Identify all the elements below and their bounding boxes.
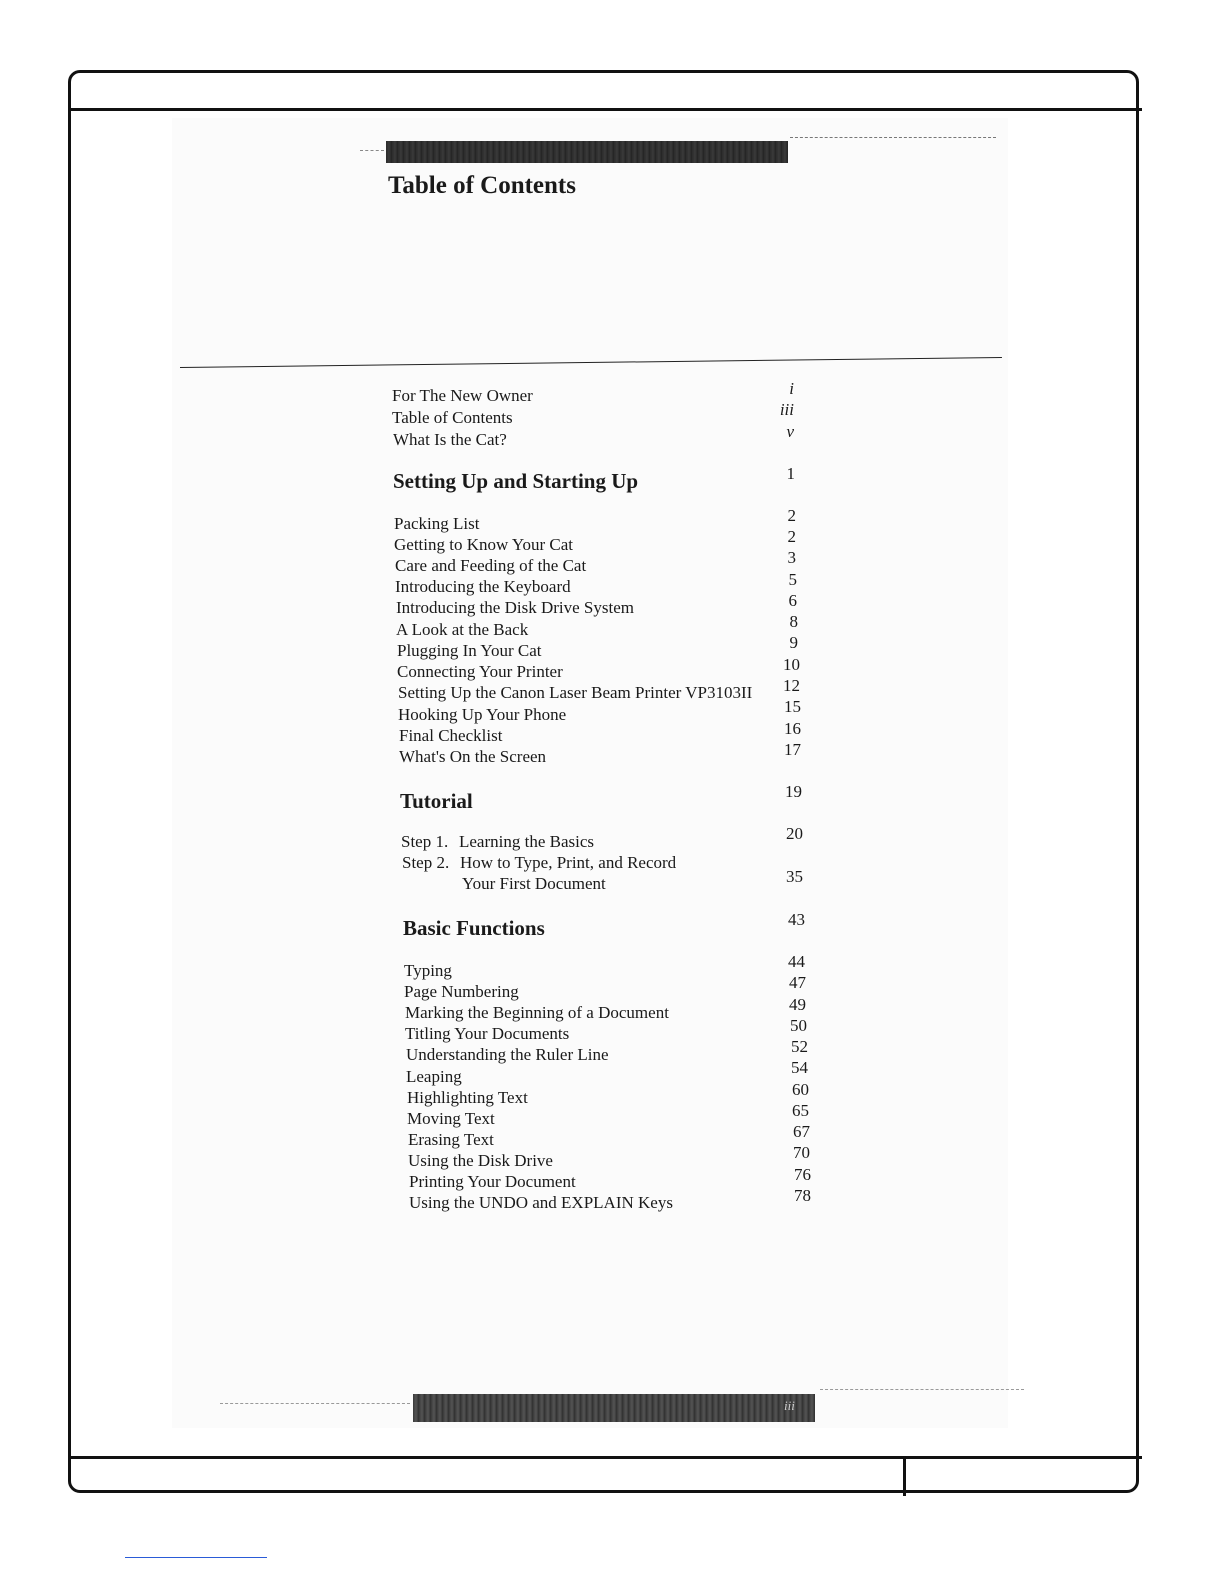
toc-entry: Setting Up the Canon Laser Beam Printer VP3103II [398,683,753,702]
toc-entry: Erasing Text [408,1130,494,1149]
toc-entry: Titling Your Documents [405,1024,570,1043]
toc-entry: Plugging In Your Cat [397,641,542,660]
toc-page-number: 19 [785,782,802,801]
toc-entry: Using the UNDO and EXPLAIN Keys [409,1193,673,1212]
toc-entry: Table of Contents [392,408,513,427]
footer-page-number: iii [784,1398,795,1413]
footer-dash-right [820,1389,1024,1390]
toc-page-number: 8 [789,612,798,631]
toc-page-number: i [789,379,794,398]
toc-entry: Highlighting Text [407,1088,528,1107]
toc-page-number: 1 [786,464,795,483]
toc-entry: Understanding the Ruler Line [406,1045,609,1064]
toc-entry: A Look at the Back [396,620,529,639]
step-label: Step 2. [402,853,450,872]
section-heading: Tutorial [400,789,473,813]
toc-page-number: 10 [783,655,800,674]
toc-entry: Care and Feeding of the Cat [395,556,587,575]
toc-entry: Final Checklist [399,726,503,745]
page-title: Table of Contents [388,172,576,199]
toc-page-number: 44 [788,952,805,971]
toc-page-number: 43 [788,910,805,929]
step-title: Learning the Basics [459,832,595,851]
toc-page-number: 5 [788,570,797,589]
toc-page-number: 54 [791,1058,808,1077]
toc-page-number: 65 [792,1101,809,1120]
section-heading: Basic Functions [403,916,545,940]
toc-page-number: 2 [787,506,796,525]
toc-entry: Introducing the Disk Drive System [396,598,634,617]
toc-page-number: 52 [791,1037,808,1056]
toc-page-number: 15 [784,697,801,716]
toc-page-number: 20 [786,824,803,843]
toc-page-number: 70 [793,1143,810,1162]
toc-page-number: 17 [784,740,801,759]
toc-page-number: 3 [787,548,796,567]
link-underline [125,1557,267,1558]
toc-entry: Using the Disk Drive [408,1151,553,1170]
toc-entry: Printing Your Document [409,1172,576,1191]
toc-page-number: 49 [789,995,806,1014]
toc-page-number: 6 [788,591,797,610]
section-heading: Setting Up and Starting Up [393,469,639,493]
step-label: Step 1. [401,832,449,851]
toc-page-number: iii [779,400,794,419]
toc-page-number: 9 [789,633,798,652]
toc-page-number: 2 [787,527,796,546]
toc-entry: Leaping [406,1067,462,1086]
toc-step-entry [402,854,676,871]
toc-page-number: 12 [783,676,800,695]
toc-page-number: 50 [790,1016,807,1035]
toc-entry: For The New Owner [392,386,533,405]
toc-entry: Getting to Know Your Cat [394,535,573,554]
toc-page-number: v [786,422,794,441]
toc-entry: Page Numbering [404,982,519,1001]
toc-entry: What Is the Cat? [393,430,507,449]
toc-page-number: 60 [792,1080,809,1099]
toc-page-number: 76 [794,1165,811,1184]
toc-entry: Typing [404,961,452,980]
toc-entry: Moving Text [407,1109,495,1128]
toc-entry: What's On the Screen [399,747,547,766]
toc-entry: Hooking Up Your Phone [398,705,567,724]
toc-page-number: 47 [789,973,806,992]
toc-page-number: 16 [784,719,801,738]
step-title-continued: Your First Document [462,874,606,893]
toc-entry: Packing List [394,514,480,533]
toc-entry: Marking the Beginning of a Document [405,1003,669,1022]
toc-entry: Connecting Your Printer [397,662,563,681]
toc-step-entry [401,833,594,850]
toc-page-number: 67 [793,1122,810,1141]
toc-entry: Introducing the Keyboard [395,577,571,596]
footer-bar [413,1394,815,1422]
step-title: How to Type, Print, and Record [460,853,677,872]
footer-dash-left [220,1403,410,1404]
toc-page-number: 78 [794,1186,811,1205]
toc-page-number: 35 [786,867,803,886]
